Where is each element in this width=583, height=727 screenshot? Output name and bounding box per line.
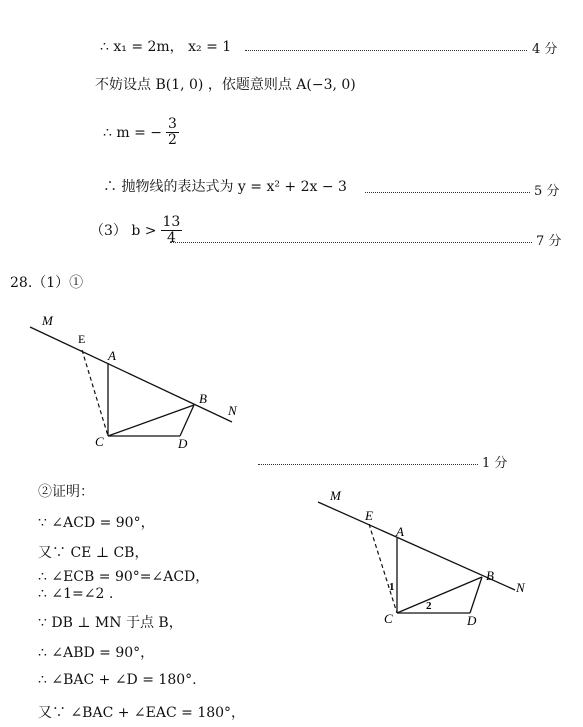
segment-bd [470,577,482,613]
proof-step-2: 又∵ CE ⊥ CB， [38,545,149,561]
dotted-leader-4 [258,464,478,465]
label-e: E [78,332,86,346]
segment-cb [108,405,194,436]
dotted-leader-1 [245,50,527,51]
proof-step-5: ∵ DB ⊥ MN 于点 B， [38,615,183,631]
score-5: 5 分 [534,184,560,199]
geometry-figure-2 [300,480,583,630]
m-value-text: ∴ m = − [103,124,162,141]
line-x-roots: ∴ x₁ = 2m， x₂ = 1 [100,39,232,55]
proof-step-8: 又∵ ∠BAC + ∠EAC = 180°， [38,705,246,721]
proof-step-6: ∴ ∠ABD = 90°， [38,645,155,661]
angle-1-label: 1 [389,581,395,593]
label-m: M [42,313,53,328]
segment-ce-dashed [369,524,397,613]
dotted-leader-2 [365,192,530,193]
line-m-value [103,117,179,149]
label-c: C [384,611,393,626]
fraction-3-2 [166,117,179,149]
label-m: M [330,488,341,503]
label-a: A [108,348,116,363]
angle-2-label: 2 [426,600,432,612]
proof-step-7: ∴ ∠BAC + ∠D = 180°. [38,672,197,688]
score-7: 7 分 [536,234,562,249]
score-1: 1 分 [482,456,508,471]
line-b-range [90,215,182,247]
label-e: E [365,508,373,523]
fraction-numerator: 3 [168,116,177,132]
proof-step-1: ∵ ∠ACD = 90°， [38,515,155,531]
line-parabola-expression: ∴ 抛物线的表达式为 y = x² + 2x − 3 [103,179,347,195]
fraction-denominator: 4 [166,230,176,247]
proof-step-4: ∴ ∠1=∠2 . [38,586,114,602]
label-n: N [516,580,525,595]
line-assume-points: 不妨设点 B(1, 0) ，依题意则点 A(−3, 0) [95,77,356,93]
dotted-leader-3 [170,242,532,243]
label-b: B [199,391,207,406]
question-28-heading: 28.（1）① [10,275,84,291]
segment-ce-dashed [82,350,108,436]
geometry-figure-1 [0,300,300,460]
label-n: N [228,403,237,418]
fraction-denominator: 2 [168,132,177,149]
label-b: B [486,568,494,583]
fraction-numerator: 13 [162,214,181,230]
segment-cb [397,577,482,613]
label-d: D [178,436,188,451]
score-4: 4 分 [532,42,558,57]
proof-heading: ②证明： [38,484,94,500]
proof-step-3: ∴ ∠ECB = 90°=∠ACD， [38,569,210,585]
line-mn [30,327,232,422]
b-range-text: （3） b > [90,222,157,239]
label-a: A [396,524,404,539]
label-d: D [467,613,477,628]
label-c: C [95,434,104,449]
